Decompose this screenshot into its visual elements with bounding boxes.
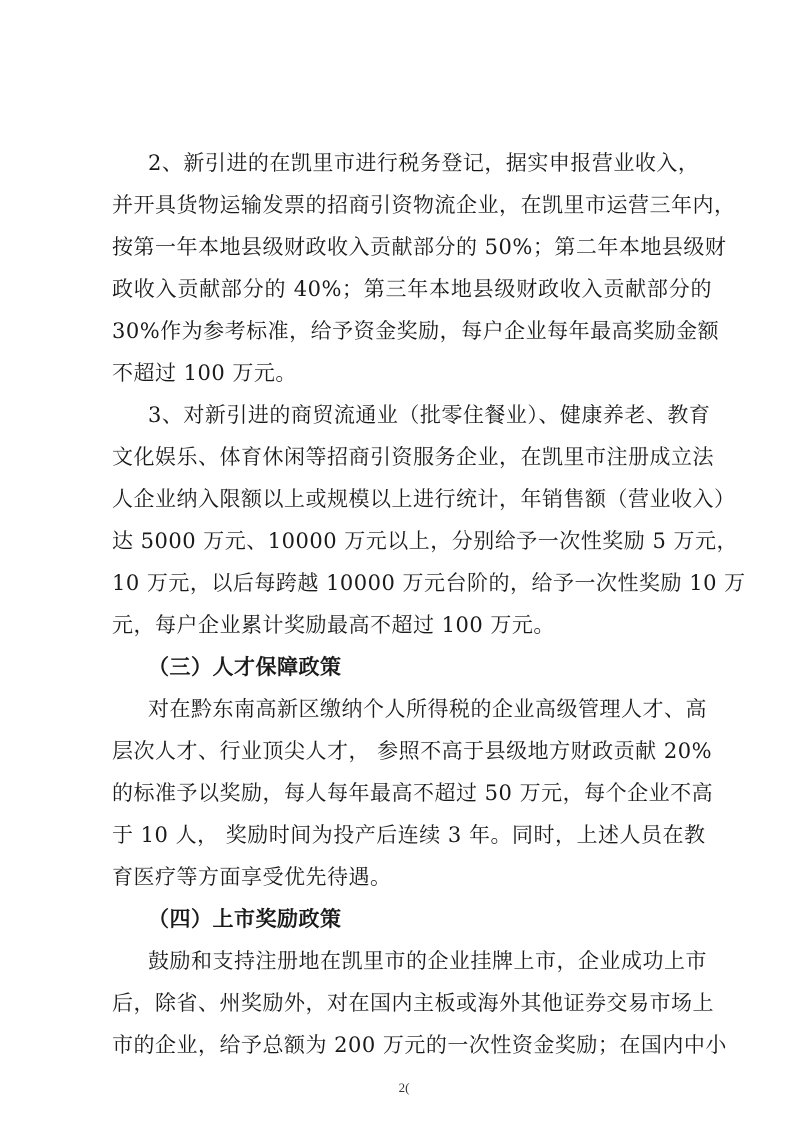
paragraph-2-line-2: 并开具货物运输发票的招商引资物流企业，在凯里市运营三年内， [112,193,736,217]
paragraph-talent-line-2: 层次人才、行业顶尖人才， 参照不高于县级地方财政贡献 20% [112,739,713,763]
page-number: 2( [398,1080,410,1095]
paragraph-talent-line-3: 的标准予以奖励，每人每年最高不超过 50 万元，每个企业不高 [112,781,714,805]
paragraph-2-line-6: 不超过 100 万元。 [112,361,297,385]
paragraph-3-line-2: 文化娱乐、体育休闲等招商引资服务企业，在凯里市注册成立法 [112,445,714,469]
paragraph-3-line-5: 10 万元，以后每跨越 10000 万元台阶的，给予一次性奖励 10 万 [112,571,746,595]
paragraph-2-line-4: 政收入贡献部分的 40%；第三年本地县级财政收入贡献部分的 [112,277,712,301]
paragraph-listing-line-3: 市的企业，给予总额为 200 万元的一次性资金奖励；在国内中小 [112,1033,727,1057]
paragraph-2-line-3: 按第一年本地县级财政收入贡献部分的 50%；第二年本地县级财 [112,235,727,259]
paragraph-2-line-5: 30%作为参考标准，给予资金奖励，每户企业每年最高奖励金额 [112,319,720,343]
paragraph-3-line-6: 元，每户企业累计奖励最高不超过 100 万元。 [112,613,555,637]
paragraph-3-line-4: 达 5000 万元、10000 万元以上，分别给予一次性奖励 5 万元， [112,529,738,553]
paragraph-2-line-1: 2、新引进的在凯里市进行税务登记，据实申报营业收入， [148,151,700,175]
section-heading-listing-policy: （四）上市奖励政策 [148,907,342,931]
paragraph-talent-line-4: 于 10 人， 奖励时间为投产后连续 3 年。同时，上述人员在教 [112,823,706,847]
paragraph-talent-line-1: 对在黔东南高新区缴纳个人所得税的企业高级管理人才、高 [148,697,707,721]
paragraph-3-line-1: 3、对新引进的商贸流通业（批零住餐业）、健康养老、教育 [148,403,711,427]
paragraph-listing-line-1: 鼓励和支持注册地在凯里市的企业挂牌上市，企业成功上市 [148,949,707,973]
paragraph-listing-line-2: 后，除省、州奖励外，对在国内主板或海外其他证券交易市场上 [112,991,714,1015]
paragraph-talent-line-5: 育医疗等方面享受优先待遇。 [112,865,392,889]
paragraph-3-line-3: 人企业纳入限额以上或规模以上进行统计，年销售额（营业收入） [112,487,736,511]
section-heading-talent-policy: （三）人才保障政策 [148,655,342,679]
